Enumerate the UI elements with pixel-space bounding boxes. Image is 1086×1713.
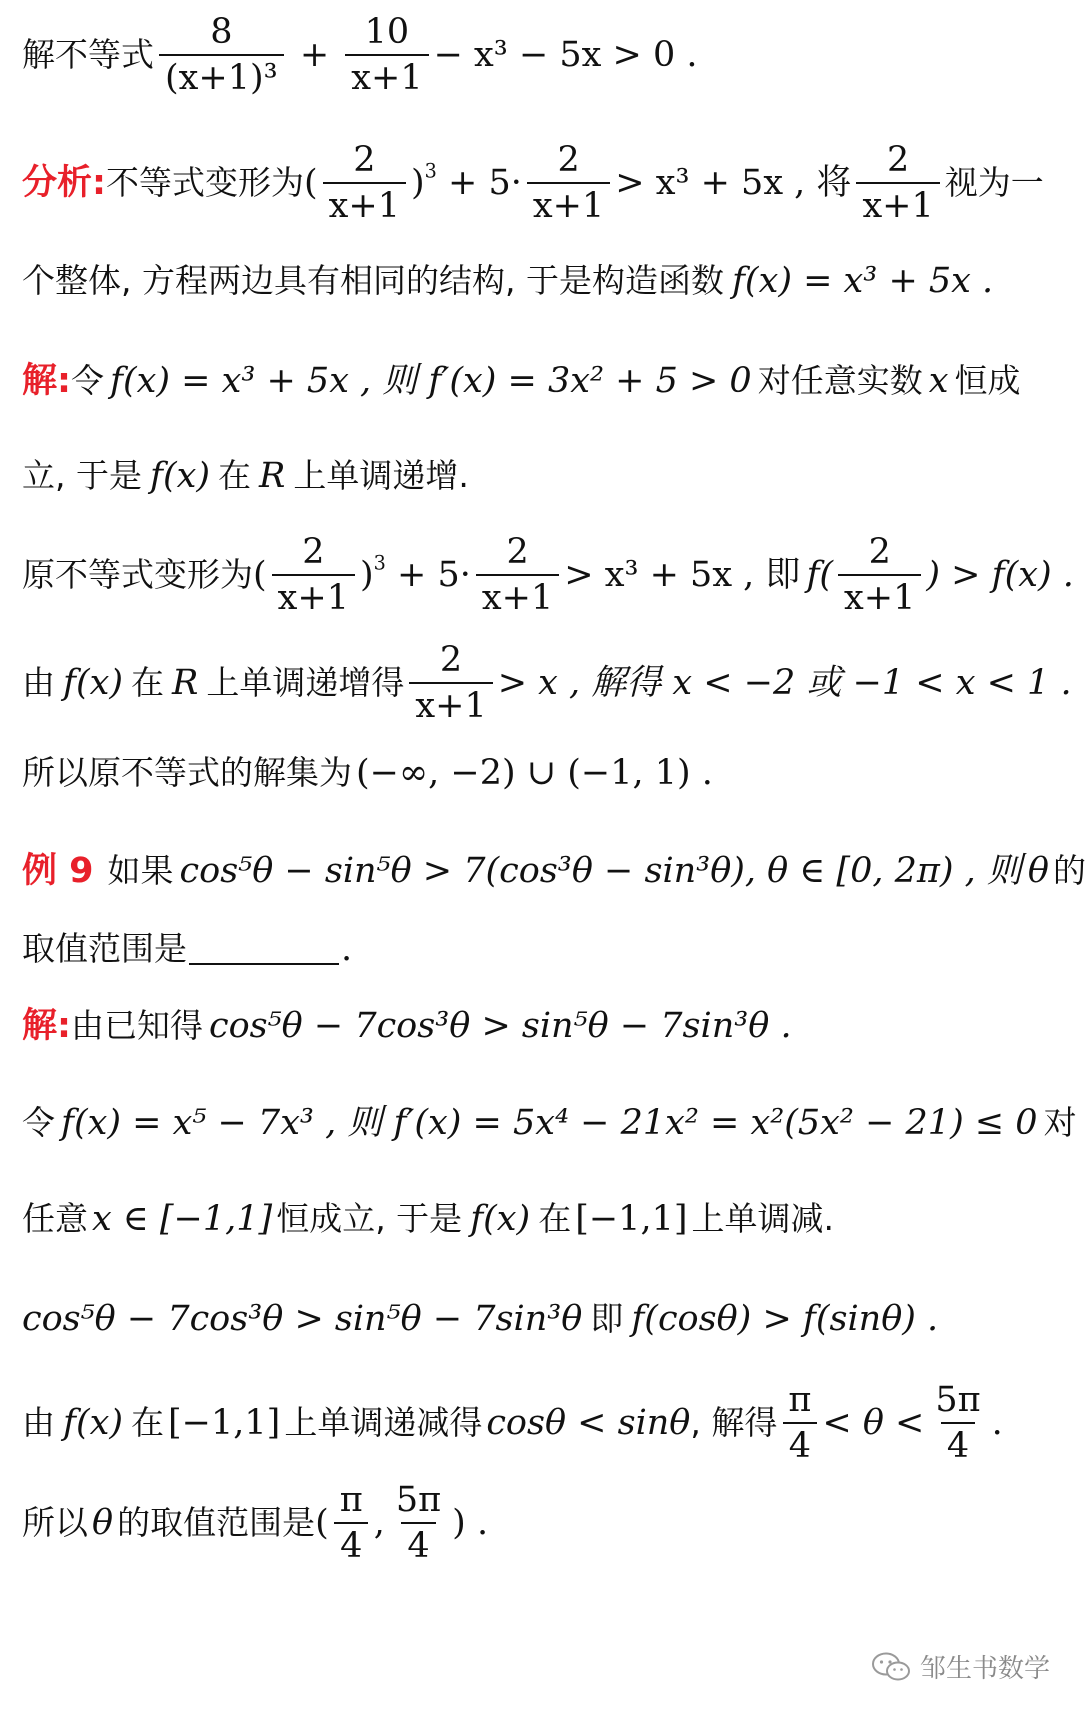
example9-line-1: 例 9 如果 cos⁵θ − sin⁵θ > 7(cos³θ − sin³θ), θ ∈ [0, 2π) , 则 θ 的 xyxy=(22,851,1086,891)
fraction-pi-over-4: $\frac{\pi}{4}$ xyxy=(334,1480,369,1567)
fraction-pi-over-4: $\frac{\pi}{4}$ xyxy=(782,1380,817,1467)
fraction-2-over-x-plus-1: $\frac{2}{x+1}$ xyxy=(856,140,939,227)
fraction-5pi-over-4: $\frac{5\pi}{4}$ xyxy=(935,1380,981,1467)
wechat-icon xyxy=(870,1651,912,1683)
example-label: 例 9 xyxy=(22,851,94,891)
let2-line-2: 任意 x ∈ [−1,1] 恒成立, 于是 f(x) 在 [−1,1] 上单调减. xyxy=(22,1199,835,1239)
solution1-line-1: 解: 令 f(x) = x³ + 5x , 则 f′(x) = 3x² + 5 > 0 对任意实数 x 恒成 xyxy=(22,361,1021,401)
problem-tail: − x³ − 5x > 0 . xyxy=(433,35,698,76)
fraction-2-over-x-plus-1: $\frac{2}{x+1}$ xyxy=(527,140,610,227)
fraction-2-over-x-plus-1: $\frac{2}{x+1}$ xyxy=(838,532,921,619)
solution-label: 解: xyxy=(22,1006,71,1046)
answer1-line: 所以原不等式的解集为 (−∞, −2) ∪ (−1, 1) . xyxy=(22,753,713,793)
watermark xyxy=(870,1648,1050,1685)
solution1-line-2: 立, 于是 f(x) 在 R 上单调递增. xyxy=(22,456,469,496)
answer-blank xyxy=(189,933,339,965)
problem-prefix: 解不等式 xyxy=(22,35,154,75)
since2-line: 由 f(x) 在 [−1,1] 上单调递减得 cosθ < sinθ , 解得 $\frac{\pi}{4}$ < θ < $\frac{5\pi}{4}$ . xyxy=(22,1380,1003,1467)
fraction-2-over-x-plus-1: $\frac{2}{x+1}$ xyxy=(476,532,559,619)
watermark-text: 邹生书数学 xyxy=(919,1654,1050,1684)
answer2-line: 所以 θ 的取值范围是 ( $\frac{\pi}{4}$ , $\frac{5\pi}{4}$ ) . xyxy=(22,1480,489,1567)
fraction-2-over-x-plus-1: $\frac{2}{x+1}$ xyxy=(323,140,406,227)
fraction-10: $\frac{10}{x+1}$ xyxy=(345,12,428,99)
fraction-8: $\frac{8}{\text{(x+1)³}}$ xyxy=(159,12,284,99)
analysis-label: 分析: xyxy=(22,163,106,204)
fraction-2-over-x-plus-1: $\frac{2}{x+1}$ xyxy=(272,532,355,619)
solution-label: 解: xyxy=(22,361,71,401)
analysis-line-1: 分析: 不等式变形为 ( $\frac{2}{x+1}$ )$^3$ + 5· $\frac{2}{x+1}$ > x³ + 5x , 将 $\frac{2}{x+1}$ 视为一 xyxy=(22,140,1044,227)
problem-line: 解不等式 $\frac{8}{\text{(x+1)³}}$ + $\frac{10}{x+1}$ − x³ − 5x > 0 . xyxy=(22,12,698,99)
analysis-line-2: 个整体, 方程两边具有相同的结构, 于是构造函数 f(x) = x³ + 5x . xyxy=(22,261,994,301)
let2-line-1: 令 f(x) = x⁵ − 7x³ , 则 f′(x) = 5x⁴ − 21x² = x²(5x² − 21) ≤ 0 对 xyxy=(22,1103,1077,1143)
solution2-line: 解: 由已知得 cos⁵θ − 7cos³θ > sin⁵θ − 7sin³θ . xyxy=(22,1006,792,1046)
transform-line: 原不等式变形为 ( $\frac{2}{x+1}$ )$^3$ + 5· $\frac{2}{x+1}$ > x³ + 5x , 即 f( $\frac{2}{x+1}$ ) > f(x) . xyxy=(22,532,1074,619)
example9-line-2: 取值范围是 . xyxy=(22,929,353,969)
since-line: 由 f(x) 在 R 上单调递增得 $\frac{2}{x+1}$ > x , 解得 x < −2 或 −1 < x < 1 . xyxy=(22,640,1072,727)
fraction-2-over-x-plus-1: $\frac{2}{x+1}$ xyxy=(409,640,492,727)
fraction-5pi-over-4: $\frac{5\pi}{4}$ xyxy=(395,1480,442,1567)
equiv-line: cos⁵θ − 7cos³θ > sin⁵θ − 7sin³θ 即 f(cosθ) > f(sinθ) . xyxy=(22,1299,939,1339)
